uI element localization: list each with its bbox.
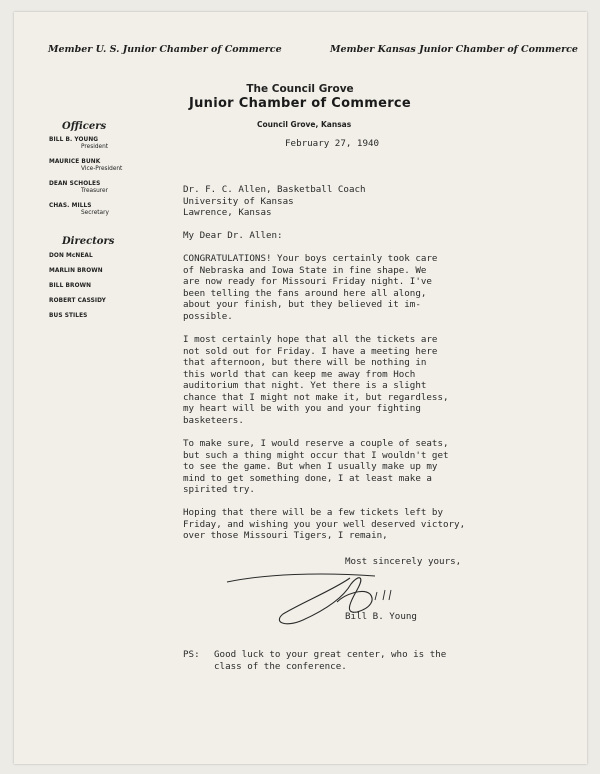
officer-entry [49, 203, 109, 216]
officer-name: CHAS. MILLS [49, 203, 92, 209]
org-name-line1: The Council Grove [246, 83, 354, 95]
officer-entry [49, 137, 108, 150]
body-line: are now ready for Missouri Friday night. I've [183, 276, 432, 287]
body-line: about your finish, but they believed it im- [183, 299, 421, 310]
body-line: over those Missouri Tigers, I remain, [183, 530, 388, 541]
officer-title: Vice-President [81, 166, 123, 172]
body-line: been telling the fans around here all along, [183, 287, 427, 299]
address-line: Lawrence, Kansas [183, 207, 272, 218]
ps-label: PS: [183, 649, 200, 660]
officer-title: President [81, 144, 109, 150]
signer-name: Bill B. Young [345, 611, 417, 622]
body-line: of Nebraska and Iowa State in fine shape. We [183, 264, 427, 276]
ps-line: Good luck to your great center, who is the [214, 649, 447, 660]
director-name: MARLIN BROWN [49, 268, 103, 274]
closing: Most sincerely yours, [345, 556, 462, 567]
letter-date: February 27, 1940 [285, 138, 380, 149]
body-line: basketeers. [183, 414, 244, 426]
officer-title: Secretary [81, 210, 109, 216]
body-line: Hoping that there will be a few tickets left by [183, 507, 443, 518]
address-line: Dr. F. C. Allen, Basketball Coach [183, 184, 366, 195]
body-line: auditorium that night. Yet there is a slight [183, 380, 427, 391]
body-line: my heart will be with you and your fighting [183, 403, 421, 414]
officers-heading: Officers [62, 121, 107, 132]
body-line: that afternoon, but there will be nothing in [183, 357, 427, 368]
body-line: To make sure, I would reserve a couple of seats, [183, 438, 449, 449]
directors-heading: Directors [62, 236, 115, 247]
org-name-line2: Junior Chamber of Commerce [188, 96, 412, 111]
body-line: chance that I might not make it, but regardless, [183, 391, 449, 403]
body-line: Friday, and wishing you your well deserved victory, [183, 518, 466, 530]
body-line: but such a thing might occur that I wouldn't get [183, 449, 449, 461]
body-line: CONGRATULATIONS! Your boys certainly took care [183, 253, 438, 264]
body-line: to see the game. But when I usually make up my [183, 461, 438, 472]
body-line: I most certainly hope that all the tickets are [183, 334, 438, 345]
address-line: University of Kansas [183, 195, 294, 207]
ps-line: class of the conference. [214, 660, 347, 672]
org-city: Council Grove, Kansas [257, 120, 352, 129]
officer-name: BILL B. YOUNG [49, 137, 99, 143]
officer-entry [49, 159, 122, 172]
officer-name: DEAN SCHOLES [49, 181, 101, 187]
member-kansas-jaycees: Member Kansas Junior Chamber of Commerce [330, 44, 578, 55]
officer-title: Treasurer [81, 188, 108, 194]
officer-entry [49, 181, 108, 194]
member-us-jaycees: Member U. S. Junior Chamber of Commerce [48, 44, 282, 55]
director-name: BUS STILES [49, 313, 88, 319]
body-line: mind to get something done, I at least make a [183, 472, 432, 484]
director-name: BILL BROWN [49, 283, 92, 289]
body-line: not sold out for Friday. I have a meeting here [183, 345, 438, 357]
officer-name: MAURICE BUNK [49, 159, 101, 165]
body-line: this world that can keep me away from Hoch [183, 368, 416, 380]
director-name: DON McNEAL [49, 253, 93, 259]
body-line: possible. [183, 310, 233, 322]
director-name: ROBERT CASSIDY [49, 298, 106, 304]
body-line: spirited try. [183, 484, 255, 495]
salutation: My Dear Dr. Allen: [183, 230, 283, 241]
